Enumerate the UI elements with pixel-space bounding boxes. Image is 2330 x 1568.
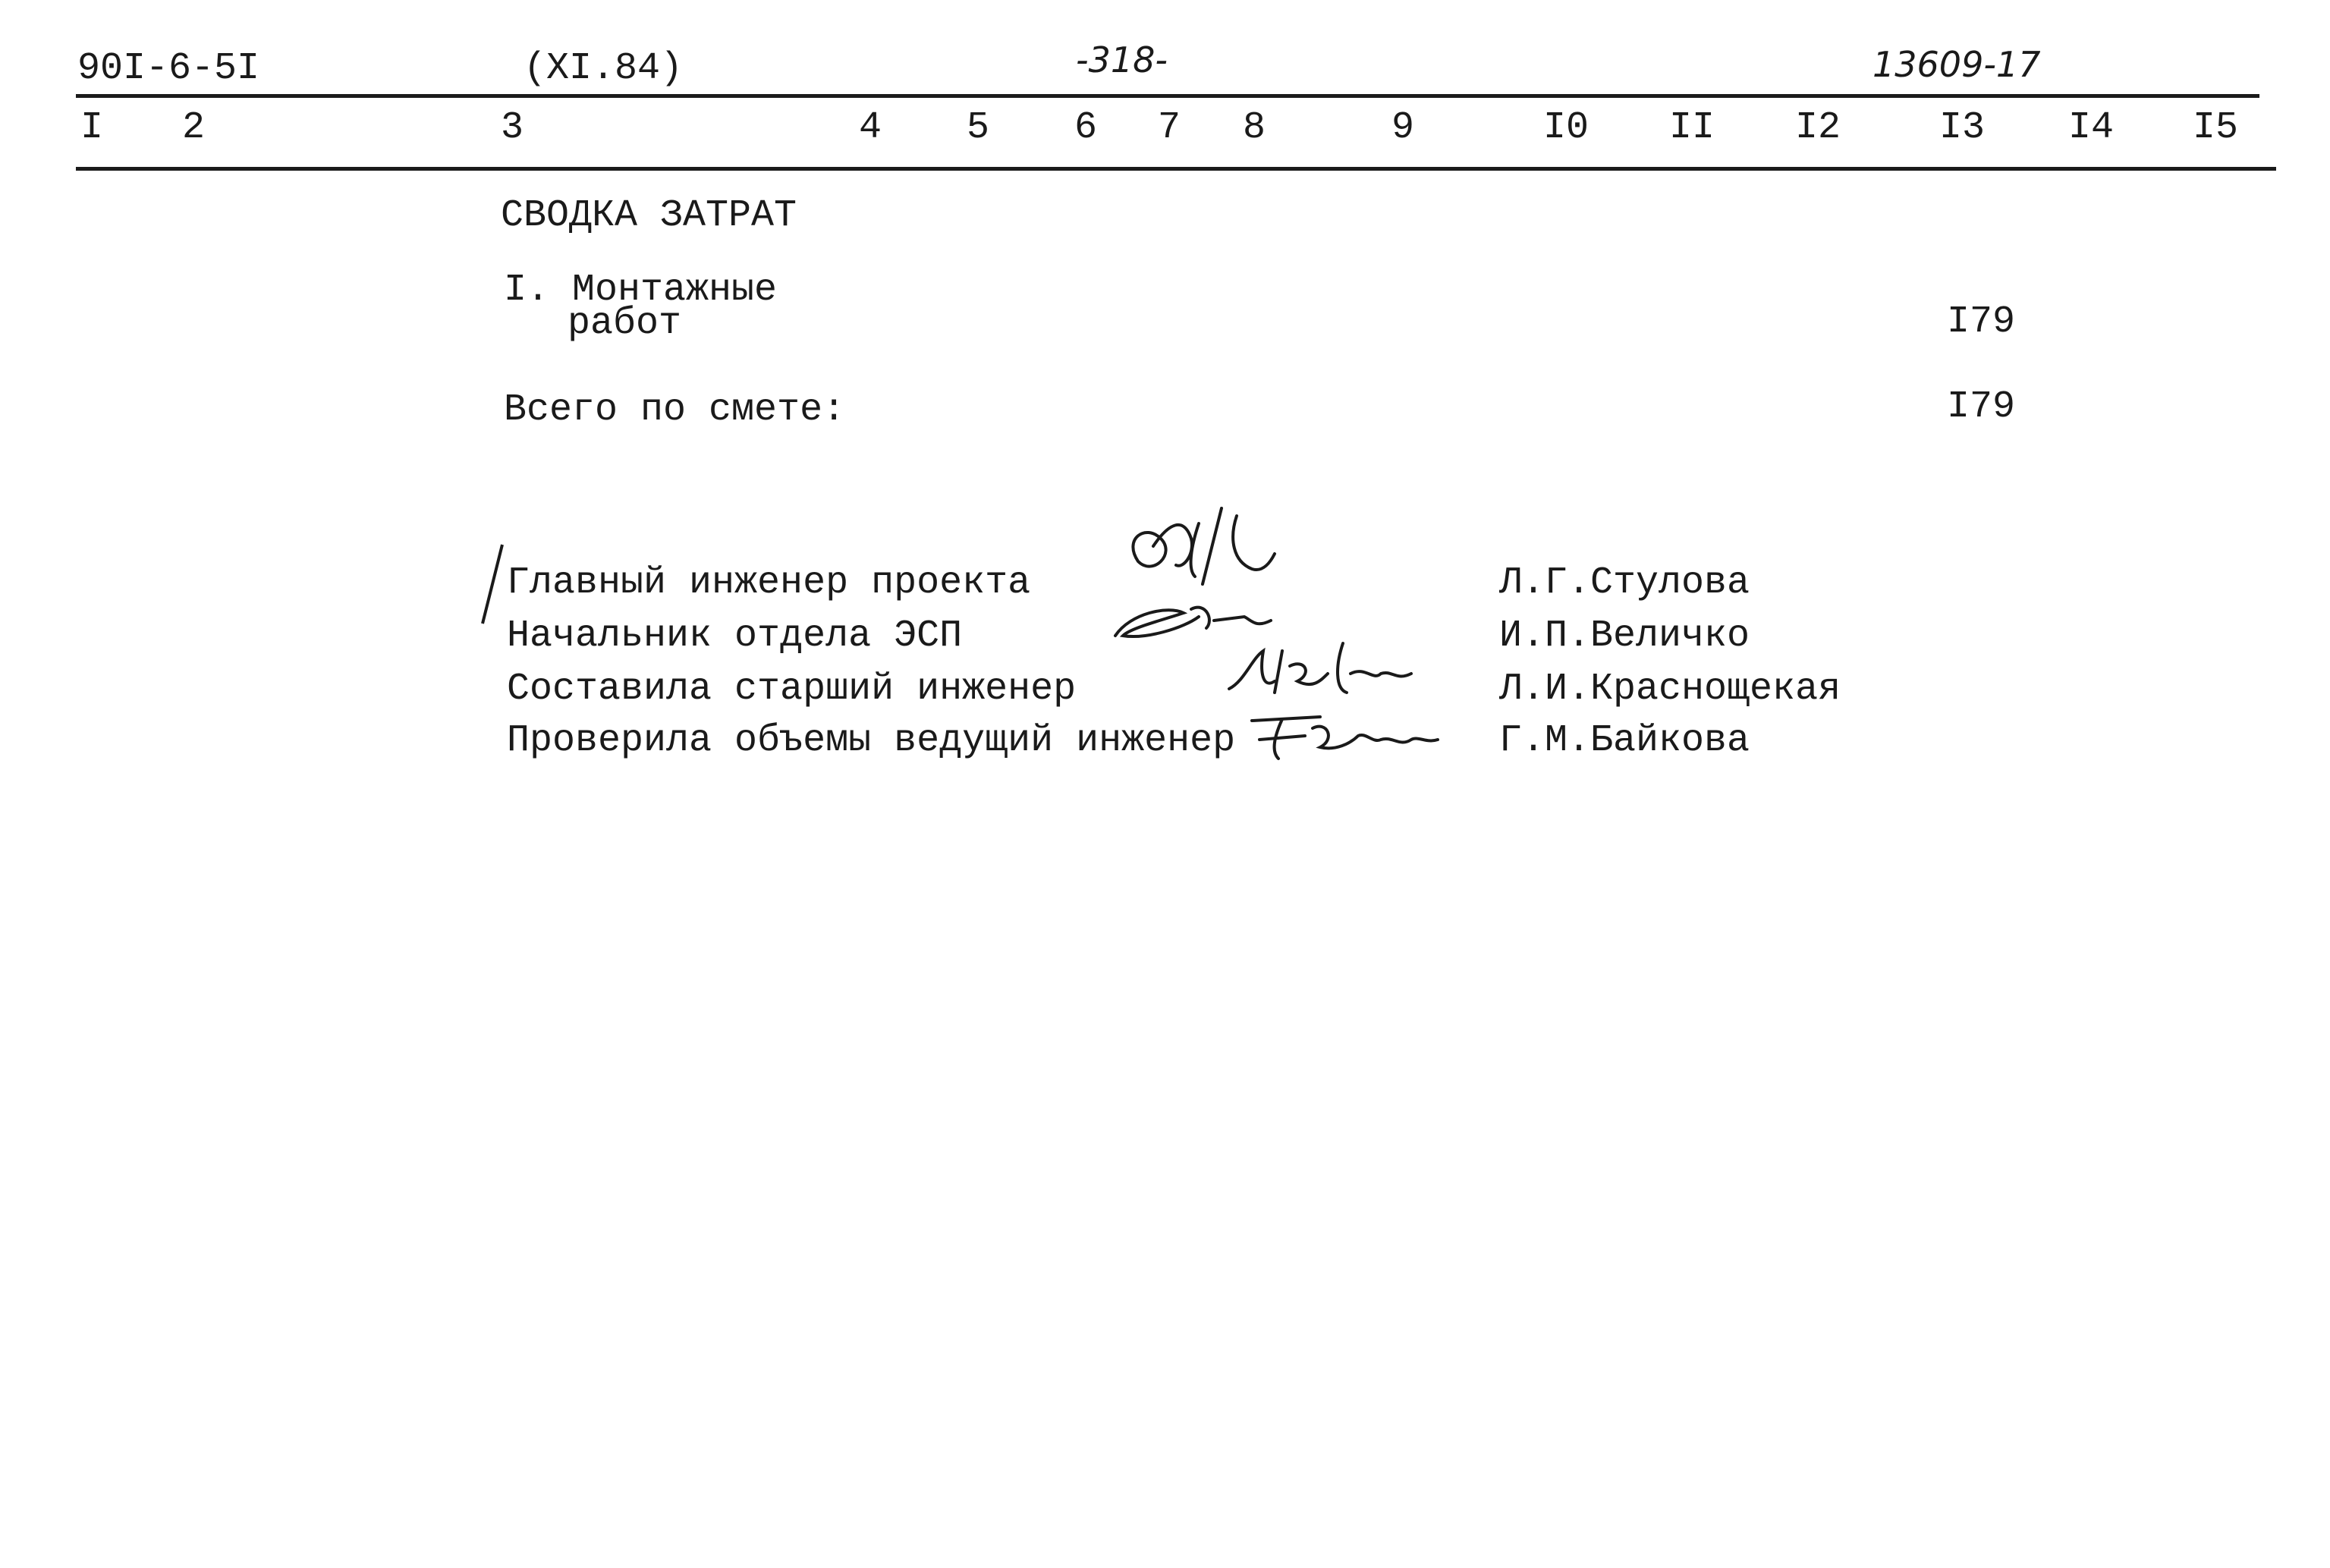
column-number: I4 bbox=[2068, 106, 2115, 149]
column-number: I3 bbox=[1939, 106, 1986, 149]
edition-label: (XI.84) bbox=[524, 47, 684, 90]
summary-item-label: I. Монтажные bbox=[504, 269, 778, 312]
signatory-position: Составила старший инженер bbox=[507, 668, 1077, 711]
column-number: I bbox=[80, 106, 104, 149]
signatory-position: Главный инженер проекта bbox=[507, 561, 1031, 605]
column-number: 5 bbox=[967, 106, 990, 149]
header-top-rule bbox=[76, 94, 2259, 98]
summary-item-value: I79 bbox=[1947, 300, 2016, 344]
project-code: 90I-6-5I bbox=[77, 47, 260, 90]
column-number: 9 bbox=[1391, 106, 1415, 149]
column-number: 3 bbox=[501, 106, 524, 149]
total-value: I79 bbox=[1947, 385, 2016, 429]
column-number: 7 bbox=[1158, 106, 1181, 149]
column-number: I0 bbox=[1543, 106, 1589, 149]
sheet-number: 13609-17 bbox=[1872, 44, 2041, 85]
column-number: I5 bbox=[2193, 106, 2239, 149]
signatory-name: Л.Г.Стулова bbox=[1499, 561, 1750, 605]
signatory-name: И.П.Величко bbox=[1499, 614, 1750, 658]
signatory-position: Проверила объемы ведущий инженер bbox=[507, 719, 1236, 762]
signatory-name: Л.И.Краснощекая bbox=[1499, 668, 1841, 711]
column-number: 2 bbox=[182, 106, 206, 149]
handwritten-signature bbox=[1237, 698, 1449, 766]
header-bottom-rule bbox=[76, 167, 2276, 171]
column-number: 8 bbox=[1243, 106, 1266, 149]
summary-item-label-cont: работ bbox=[568, 302, 682, 345]
column-number: 6 bbox=[1074, 106, 1098, 149]
page-number: -318- bbox=[1076, 39, 1168, 80]
column-number: 4 bbox=[859, 106, 882, 149]
column-number: II bbox=[1669, 106, 1715, 149]
total-label: Всего по смете: bbox=[504, 388, 846, 432]
margin-slash-mark bbox=[476, 540, 507, 631]
handwritten-signature bbox=[1222, 628, 1434, 704]
column-number: I2 bbox=[1795, 106, 1841, 149]
signatory-position: Начальник отдела ЭСП bbox=[507, 614, 963, 658]
summary-title: СВОДКА ЗАТРАТ bbox=[501, 194, 797, 237]
signatory-name: Г.М.Байкова bbox=[1499, 719, 1750, 762]
